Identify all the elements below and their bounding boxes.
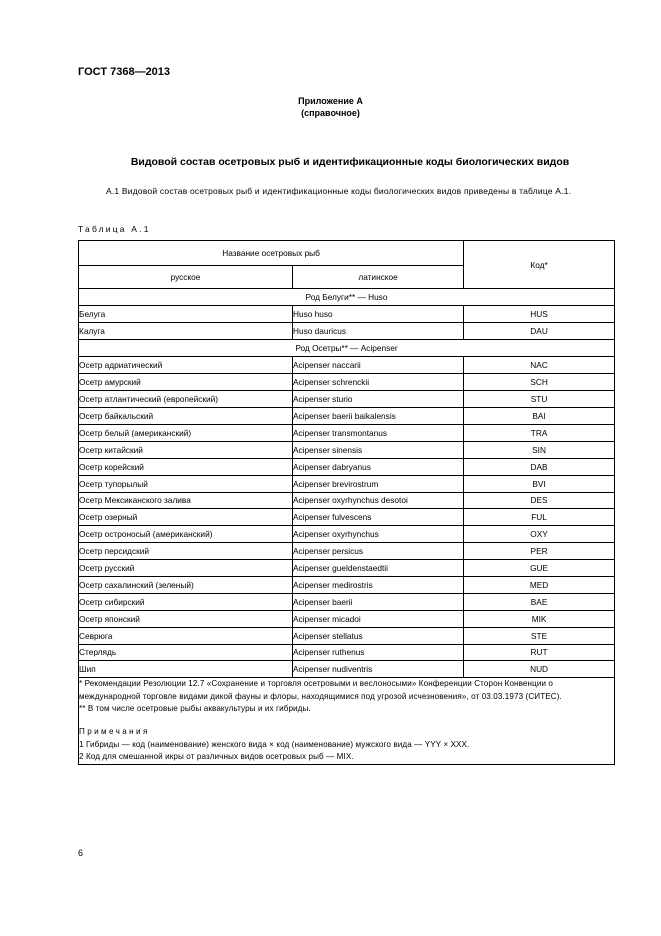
code-cell: SIN (464, 441, 615, 458)
group-row-acipenser: Род Осетры** — Acipenser (79, 340, 615, 357)
footnote-1: * Рекомендации Резолюции 12.7 «Сохранение и торговля осетровыми и веслоносыми» Конференции Сторон Конвенции о международной торговле видами дикой фауны и флоры, находящимися под угрозой исчезновения», от 03.03.1973 (СИТЕС). (79, 679, 562, 701)
appendix-subtitle: (справочное) (301, 108, 360, 118)
code-cell: TRA (464, 424, 615, 441)
latin-name-cell: Acipenser gueldenstaedtii (292, 560, 463, 577)
table-row (79, 424, 615, 441)
code-cell: MIK (464, 610, 615, 627)
table-row (79, 627, 615, 644)
table-row (79, 458, 615, 475)
table-row (79, 492, 615, 509)
code-cell: HUS (464, 306, 615, 323)
russian-name-cell: Осетр персидский (79, 543, 293, 560)
table-row (79, 576, 615, 593)
table-row (79, 391, 615, 408)
russian-name-cell: Белуга (79, 306, 293, 323)
table-row (79, 644, 615, 661)
russian-name-cell: Осетр сибирский (79, 593, 293, 610)
latin-name-cell: Huso dauricus (292, 323, 463, 340)
latin-name-cell: Acipenser ruthenus (292, 644, 463, 661)
latin-name-cell: Acipenser dabryanus (292, 458, 463, 475)
table-row (79, 526, 615, 543)
russian-name-cell: Осетр китайский (79, 441, 293, 458)
code-cell: DAU (464, 323, 615, 340)
latin-name-cell: Acipenser baerii baikalensis (292, 408, 463, 425)
latin-name-cell: Acipenser brevirostrum (292, 475, 463, 492)
table-label: Таблица А.1 (78, 224, 151, 234)
russian-name-cell: Осетр амурский (79, 374, 293, 391)
standard-number: ГОСТ 7368—2013 (78, 66, 171, 78)
russian-name-cell: Осетр атлантический (европейский) (79, 391, 293, 408)
code-cell: DAB (464, 458, 615, 475)
table-row (79, 357, 615, 374)
table-row (79, 323, 615, 340)
latin-name-cell: Acipenser naccarii (292, 357, 463, 374)
table-row (79, 593, 615, 610)
latin-name-cell: Acipenser schrenckii (292, 374, 463, 391)
latin-name-cell: Acipenser baerii (292, 593, 463, 610)
code-cell: SCH (464, 374, 615, 391)
russian-name-cell: Осетр озерный (79, 509, 293, 526)
code-cell: MED (464, 576, 615, 593)
russian-name-cell: Осетр русский (79, 560, 293, 577)
table-row (79, 661, 615, 678)
russian-name-cell: Осетр тупорылый (79, 475, 293, 492)
latin-name-cell: Acipenser persicus (292, 543, 463, 560)
table-row (79, 610, 615, 627)
latin-name-cell: Acipenser oxyrhynchus (292, 526, 463, 543)
latin-name-cell: Acipenser oxyrhynchus desotoi (292, 492, 463, 509)
latin-name-cell: Acipenser fulvescens (292, 509, 463, 526)
code-cell: BVI (464, 475, 615, 492)
code-cell: DES (464, 492, 615, 509)
code-cell: BAI (464, 408, 615, 425)
page-number: 6 (78, 848, 84, 858)
russian-name-cell: Севрюга (79, 627, 293, 644)
code-cell: NAC (464, 357, 615, 374)
code-cell: BAE (464, 593, 615, 610)
code-cell: FUL (464, 509, 615, 526)
russian-name-cell: Осетр байкальский (79, 408, 293, 425)
note-2: 2 Код для смешанной икры от различных видов осетровых рыб — MIX. (79, 752, 354, 762)
latin-name-cell: Acipenser micadoi (292, 610, 463, 627)
code-cell: RUT (464, 644, 615, 661)
latin-name-cell: Acipenser nudiventris (292, 661, 463, 678)
latin-name-cell: Acipenser stellatus (292, 627, 463, 644)
latin-name-cell: Acipenser transmontanus (292, 424, 463, 441)
russian-name-cell: Осетр Мексиканского залива (79, 492, 293, 509)
header-russian: русское (79, 266, 293, 289)
code-cell: STU (464, 391, 615, 408)
latin-name-cell: Acipenser sinensis (292, 441, 463, 458)
table-row (79, 509, 615, 526)
russian-name-cell: Шип (79, 661, 293, 678)
table-row (79, 306, 615, 323)
table-row (79, 475, 615, 492)
species-table (78, 240, 615, 765)
latin-name-cell: Acipenser sturio (292, 391, 463, 408)
russian-name-cell: Осетр адриатический (79, 357, 293, 374)
russian-name-cell: Стерлядь (79, 644, 293, 661)
code-cell: PER (464, 543, 615, 560)
notes-title: Примечания (79, 727, 150, 737)
intro-paragraph: А.1 Видовой состав осетровых рыб и идентификационные коды биологических видов приведены в таблице А.1. (106, 186, 572, 196)
russian-name-cell: Осетр сахалинский (зеленый) (79, 576, 293, 593)
latin-name-cell: Huso huso (292, 306, 463, 323)
group-row-huso: Род Белуги** — Huso (79, 289, 615, 306)
footnote-2: ** В том числе осетровые рыбы аквакультуры и их гибриды. (79, 704, 311, 714)
code-cell: OXY (464, 526, 615, 543)
appendix-title: Приложение А (298, 96, 363, 106)
code-cell: NUD (464, 661, 615, 678)
table-row (79, 374, 615, 391)
header-latin: латинское (292, 266, 463, 289)
russian-name-cell: Калуга (79, 323, 293, 340)
russian-name-cell: Осетр остроносый (американский) (79, 526, 293, 543)
section-title: Видовой состав осетровых рыб и идентификационные коды биологических видов (130, 156, 570, 168)
table-row (79, 408, 615, 425)
table-row (79, 441, 615, 458)
appendix-heading (0, 95, 661, 119)
code-cell: GUE (464, 560, 615, 577)
code-cell: STE (464, 627, 615, 644)
russian-name-cell: Осетр корейский (79, 458, 293, 475)
footnotes-cell (79, 678, 615, 765)
header-code: Код* (464, 241, 615, 289)
latin-name-cell: Acipenser medirostris (292, 576, 463, 593)
russian-name-cell: Осетр японский (79, 610, 293, 627)
table-row (79, 543, 615, 560)
table-row (79, 560, 615, 577)
header-name: Название осетровых рыб (79, 241, 464, 266)
note-1: 1 Гибриды — код (наименование) женского вида × код (наименование) мужского вида — YYY × XXX. (79, 739, 470, 749)
russian-name-cell: Осетр белый (американский) (79, 424, 293, 441)
